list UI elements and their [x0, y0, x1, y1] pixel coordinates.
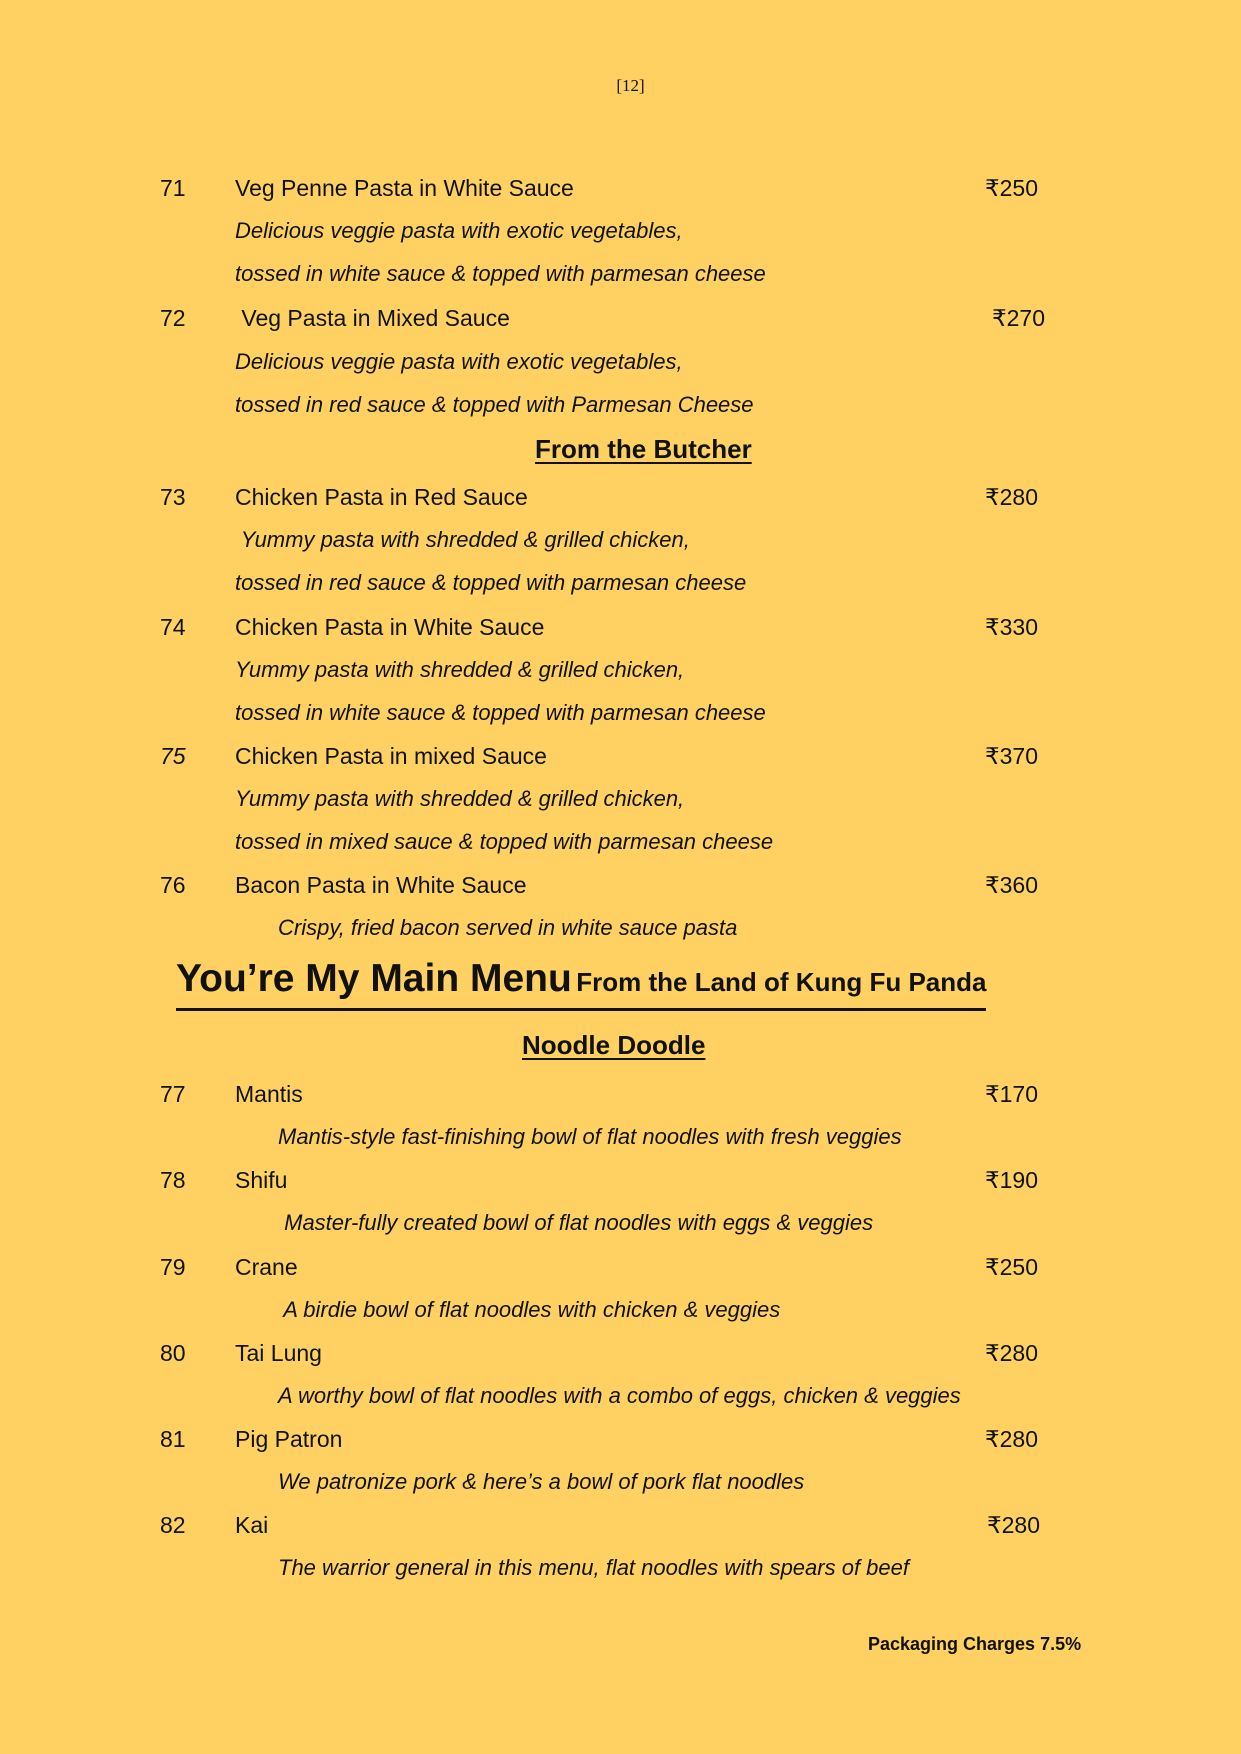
item-price: ₹270 — [992, 305, 1046, 331]
item-number: 76 — [160, 872, 186, 898]
item-number: 72 — [160, 305, 186, 331]
item-name: Shifu — [235, 1167, 288, 1193]
item-price: ₹170 — [985, 1081, 1039, 1107]
item-number: 81 — [160, 1426, 186, 1452]
item-number: 82 — [160, 1512, 186, 1538]
item-description: tossed in red sauce & topped with parmesan cheese — [235, 570, 747, 595]
item-description: Delicious veggie pasta with exotic vegetables, — [235, 349, 683, 374]
item-description: tossed in white sauce & topped with parmesan cheese — [235, 700, 766, 725]
item-description: The warrior general in this menu, flat noodles with spears of beef — [278, 1555, 909, 1580]
item-name: Crane — [235, 1254, 298, 1280]
item-description: Yummy pasta with shredded & grilled chicken, — [235, 527, 690, 552]
item-number: 71 — [160, 175, 186, 201]
packaging-charges-note: Packaging Charges 7.5% — [868, 1634, 1082, 1654]
item-name: Veg Penne Pasta in White Sauce — [235, 175, 574, 201]
item-price: ₹190 — [985, 1167, 1039, 1193]
item-name: Chicken Pasta in mixed Sauce — [235, 743, 547, 769]
item-price: ₹280 — [985, 484, 1039, 510]
item-price: ₹360 — [985, 872, 1039, 898]
item-price: ₹250 — [985, 175, 1039, 201]
item-description: Delicious veggie pasta with exotic vegetables, — [235, 218, 683, 243]
item-name: Pig Patron — [235, 1426, 343, 1452]
item-description: tossed in red sauce & topped with Parmesan Cheese — [235, 392, 754, 417]
item-description: tossed in white sauce & topped with parmesan cheese — [235, 261, 766, 286]
item-description: Crispy, fried bacon served in white sauce pasta — [278, 915, 738, 940]
item-name: Chicken Pasta in Red Sauce — [235, 484, 528, 510]
item-price: ₹280 — [987, 1512, 1041, 1538]
item-number: 75 — [160, 743, 186, 769]
section-title-noodles: Noodle Doodle — [522, 1030, 706, 1060]
item-description: We patronize pork & here’s a bowl of pork flat noodles — [278, 1469, 805, 1494]
main-menu-subtitle: From the Land of Kung Fu Panda — [576, 967, 987, 997]
item-number: 79 — [160, 1254, 186, 1280]
item-number: 73 — [160, 484, 186, 510]
item-description: A worthy bowl of flat noodles with a combo of eggs, chicken & veggies — [278, 1383, 961, 1408]
item-description: Mantis-style fast-finishing bowl of flat noodles with fresh veggies — [278, 1124, 902, 1149]
page-number: [12] — [616, 76, 645, 95]
item-description: Yummy pasta with shredded & grilled chicken, — [235, 657, 685, 682]
item-name: Bacon Pasta in White Sauce — [235, 872, 527, 898]
item-number: 77 — [160, 1081, 186, 1107]
item-price: ₹330 — [985, 614, 1039, 640]
item-name: Mantis — [235, 1081, 303, 1107]
item-number: 80 — [160, 1340, 186, 1366]
item-price: ₹280 — [985, 1340, 1039, 1366]
item-name: Veg Pasta in Mixed Sauce — [235, 305, 510, 331]
item-description: Yummy pasta with shredded & grilled chicken, — [235, 786, 685, 811]
item-name: Chicken Pasta in White Sauce — [235, 614, 545, 640]
main-menu-heading — [176, 958, 986, 1011]
item-price: ₹250 — [985, 1254, 1039, 1280]
item-number: 78 — [160, 1167, 186, 1193]
item-description: Master-fully created bowl of flat noodles with eggs & veggies — [278, 1210, 874, 1235]
section-title-butcher: From the Butcher — [535, 434, 752, 464]
item-price: ₹370 — [985, 743, 1039, 769]
item-description: tossed in mixed sauce & topped with parmesan cheese — [235, 829, 774, 854]
item-name: Kai — [235, 1512, 269, 1538]
item-description: A birdie bowl of flat noodles with chicken & veggies — [278, 1297, 781, 1322]
item-name: Tai Lung — [235, 1340, 322, 1366]
item-price: ₹280 — [985, 1426, 1039, 1452]
item-number: 74 — [160, 614, 186, 640]
main-menu-title: You’re My Main Menu — [176, 957, 572, 1000]
